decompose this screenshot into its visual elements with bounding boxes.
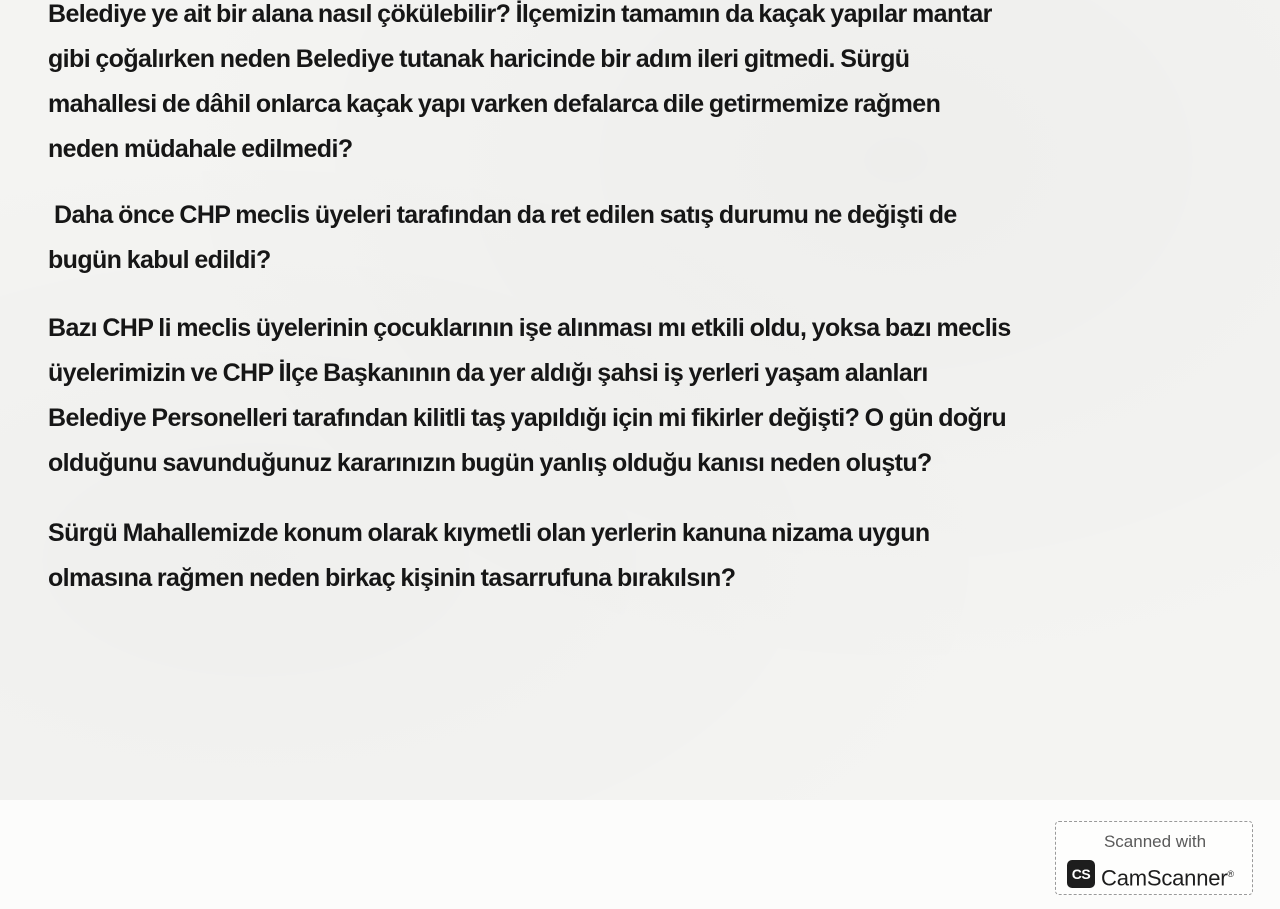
- text-line: Belediye ye ait bir alana nasıl çökülebilir? İlçemizin tamamın da kaçak yapılar mantar: [48, 0, 992, 28]
- text-line: Belediye Personelleri tarafından kilitli taş yapıldığı için mi fikirler değişti? O gün doğru: [48, 404, 1007, 432]
- text-line: Daha önce CHP meclis üyeleri tarafından da ret edilen satış durumu ne değişti de: [54, 201, 957, 229]
- text-line: üyelerimizin ve CHP İlçe Başkanının da yer aldığı şahsi iş yerleri yaşam alanları: [48, 359, 928, 387]
- trademark-symbol: ®: [1227, 869, 1234, 879]
- camscanner-brand-name: CamScanner: [1101, 865, 1228, 891]
- camscanner-brand: [1101, 860, 1234, 892]
- text-line: olmasına rağmen neden birkaç kişinin tasarrufuna bırakılsın?: [48, 564, 736, 592]
- text-line: bugün kabul edildi?: [48, 246, 271, 274]
- text-line: neden müdahale edilmedi?: [48, 135, 353, 163]
- paragraph-3: [48, 306, 1011, 486]
- text-line: olduğunu savunduğunuz kararınızın bugün yanlış olduğu kanısı neden oluştu?: [48, 449, 932, 477]
- text-line: Sürgü Mahallemizde konum olarak kıymetli olan yerlerin kanuna nizama uygun: [48, 519, 930, 547]
- paragraph-4: [48, 511, 930, 601]
- camscanner-logo-icon: CS: [1067, 860, 1095, 888]
- text-line: gibi çoğalırken neden Belediye tutanak haricinde bir adım ileri gitmedi. Sürgü: [48, 45, 910, 73]
- text-line: mahallesi de dâhil onlarca kaçak yapı varken defalarca dile getirmemize rağmen: [48, 90, 941, 118]
- paragraph-1: [48, 0, 992, 172]
- camscanner-watermark: [1055, 821, 1253, 895]
- text-line: Bazı CHP li meclis üyelerinin çocuklarının işe alınması mı etkili oldu, yoksa bazı meclis: [48, 314, 1011, 342]
- paragraph-2: [48, 193, 957, 283]
- scanned-with-label: Scanned with: [1103, 832, 1207, 851]
